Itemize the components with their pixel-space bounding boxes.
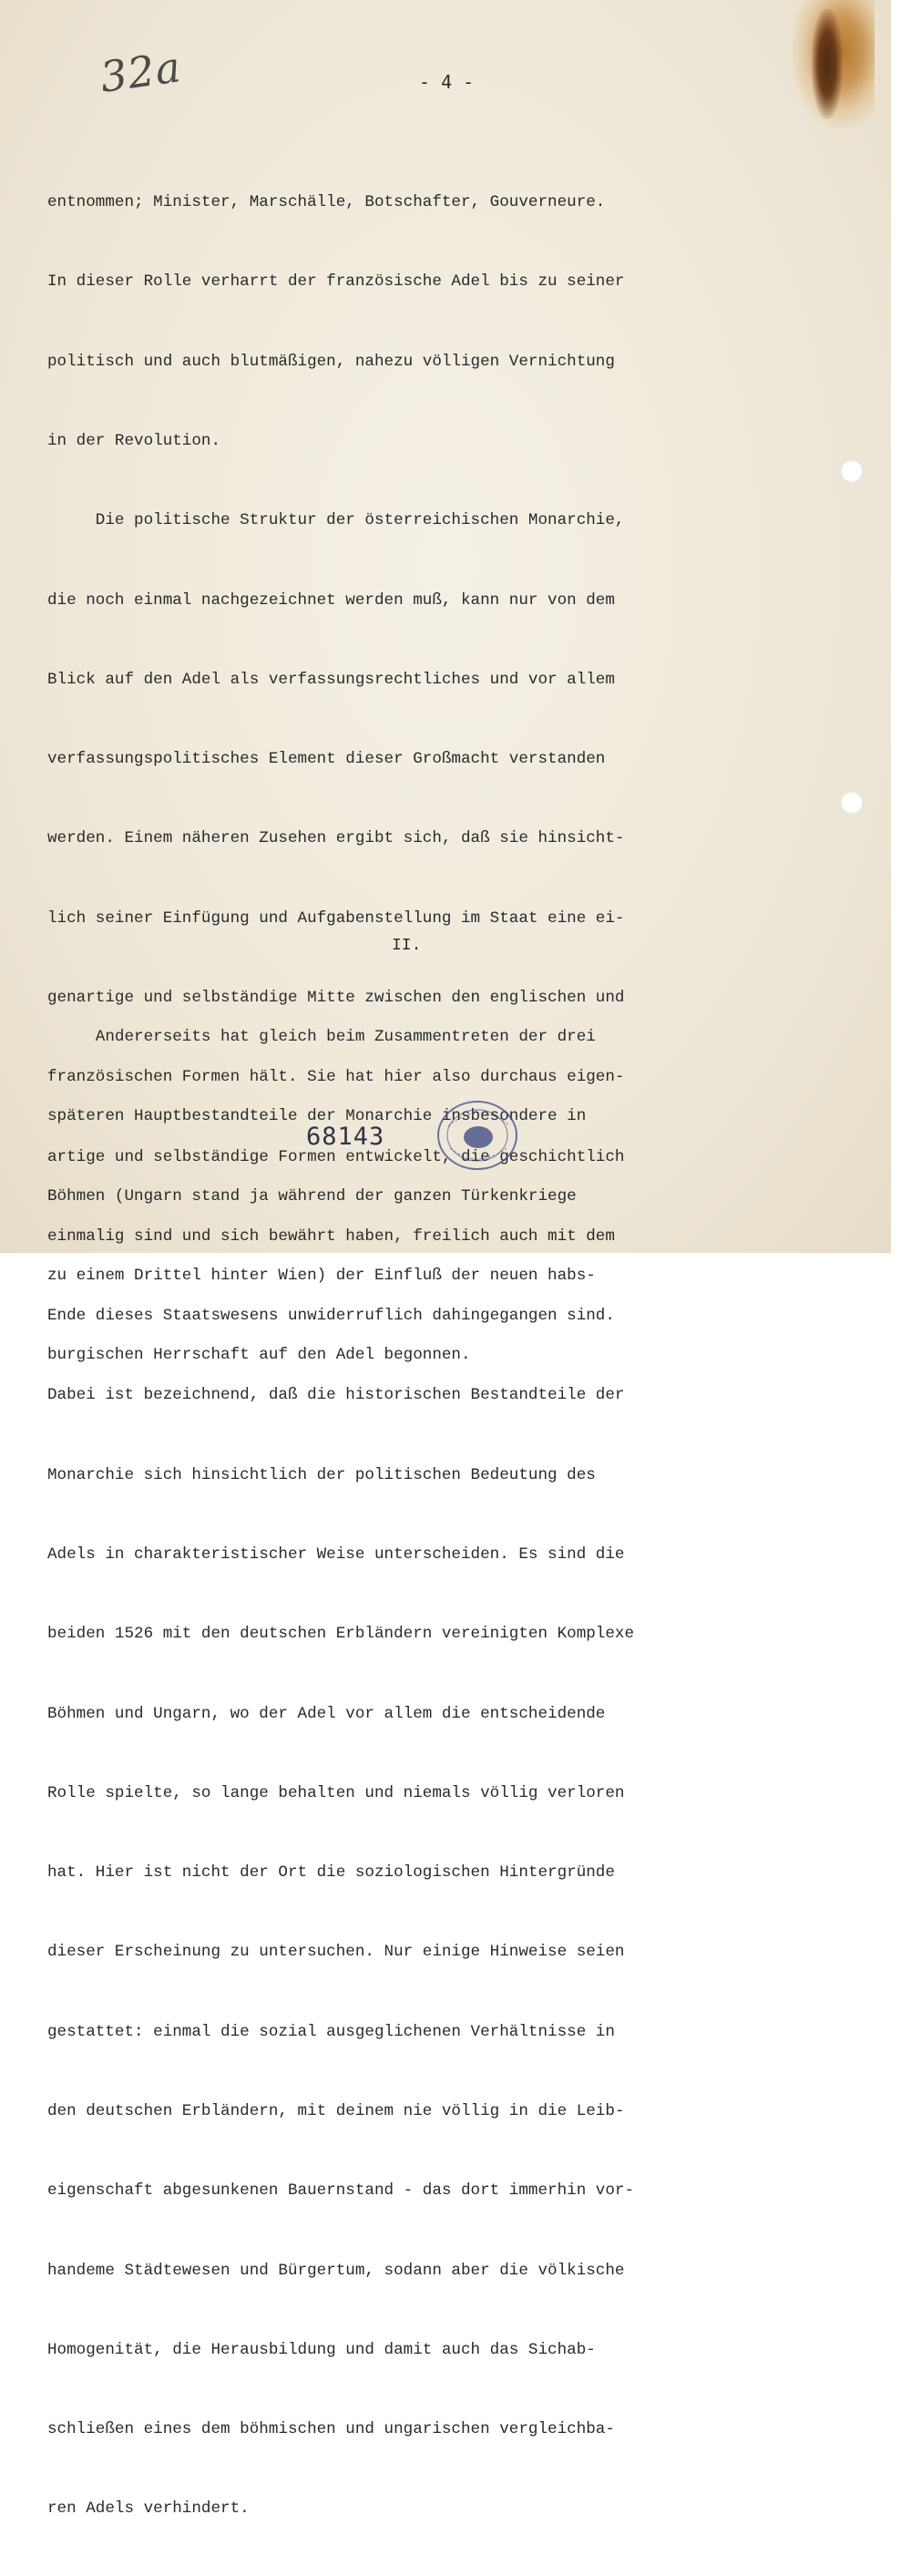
text-line: Blick auf den Adel als verfassungsrechtliches und vor allem xyxy=(47,670,615,689)
text-line: einmalig sind und sich bewährt haben, freilich auch mit dem xyxy=(47,1226,615,1246)
text-line: gestattet: einmal die sozial ausgeglichenen Verhältnisse in xyxy=(47,2022,615,2041)
text-line: politisch und auch blutmäßigen, nahezu völligen Vernichtung xyxy=(47,352,615,371)
text-line: lich seiner Einfügung und Aufgabenstellung im Staat eine ei- xyxy=(47,908,625,928)
text-line: artige und selbständige Formen entwickelt, die geschichtlich xyxy=(47,1147,625,1166)
text-line: genartige und selbständige Mitte zwischen den englischen und xyxy=(47,989,625,1007)
rust-stain xyxy=(812,9,843,118)
text-line: französischen Formen hält. Sie hat hier also durchaus eigen- xyxy=(47,1068,625,1087)
text-line: Ende dieses Staatswesens unwiderruflich dahingegangen sind. xyxy=(47,1307,615,1326)
text-line: Andererseits hat gleich beim Zusammentreten der drei xyxy=(47,1028,596,1047)
text-line: verfassungspolitisches Element dieser Großmacht verstanden xyxy=(47,750,606,769)
text-line: späteren Hauptbestandteile der Monarchie insbesondere in xyxy=(47,1107,587,1126)
archive-seal-stamp xyxy=(435,1099,519,1172)
text-line: die noch einmal nachgezeichnet werden muß, kann nur von dem xyxy=(47,590,615,610)
text-line: beiden 1526 mit den deutschen Erbländern vereinigten Komplexe xyxy=(47,1625,635,1644)
archive-stamp-number: 68143 xyxy=(306,1123,385,1151)
text-line: Dabei ist bezeichnend, daß die historischen Bestandteile der xyxy=(47,1386,625,1405)
text-line: schließen eines dem böhmischen und ungarischen vergleichba- xyxy=(47,2420,615,2439)
text-line: hat. Hier ist nicht der Ort die soziologischen Hintergründe xyxy=(47,1863,615,1883)
text-line: Böhmen und Ungarn, wo der Adel vor allem die entscheidende xyxy=(47,1704,606,1723)
page-number: - 4 - xyxy=(419,71,475,93)
text-line: entnommen; Minister, Marschälle, Botschafter, Gouverneure. xyxy=(47,193,606,212)
text-line: in der Revolution. xyxy=(47,432,221,451)
body-text-bottom xyxy=(47,971,722,1422)
text-line: Monarchie sich hinsichtlich der politischen Bedeutung des xyxy=(47,1465,596,1484)
text-line: Homogenität, die Herausbildung und damit auch das Sichab- xyxy=(47,2340,596,2359)
handwritten-folio-number: 32a xyxy=(97,42,185,102)
text-line: ren Adels verhindert. xyxy=(47,2499,250,2519)
text-line: den deutschen Erbländern, mit deinem nie völlig in die Leib- xyxy=(47,2101,625,2120)
text-line: zu einem Drittel hinter Wien) der Einfluß der neuen habs- xyxy=(47,1267,596,1286)
text-line: handeme Städtewesen und Bürgertum, sodann aber die völkische xyxy=(47,2261,625,2280)
text-line: werden. Einem näheren Zusehen ergibt sich, daß sie hinsicht- xyxy=(47,829,625,848)
scan-margin xyxy=(891,0,911,1257)
punch-hole-bottom xyxy=(840,791,864,815)
punch-hole-top xyxy=(840,459,864,483)
text-line: Adels in charakteristischer Weise unterscheiden. Es sind die xyxy=(47,1545,625,1564)
text-line: eigenschaft abgesunkenen Bauernstand - das dort immerhin vor- xyxy=(47,2181,635,2201)
text-line: Die politische Struktur der österreichischen Monarchie, xyxy=(47,511,625,530)
section-heading: II. xyxy=(392,937,422,955)
text-line: Rolle spielte, so lange behalten und niemals völlig verloren xyxy=(47,1783,625,1802)
text-line: In dieser Rolle verharrt der französische Adel bis zu seiner xyxy=(47,272,625,292)
text-line: dieser Erscheinung zu untersuchen. Nur einige Hinweise seien xyxy=(47,1943,625,1962)
text-line: burgischen Herrschaft auf den Adel begonnen. xyxy=(47,1346,471,1365)
text-line: Böhmen (Ungarn stand ja während der ganzen Türkenkriege xyxy=(47,1186,577,1206)
